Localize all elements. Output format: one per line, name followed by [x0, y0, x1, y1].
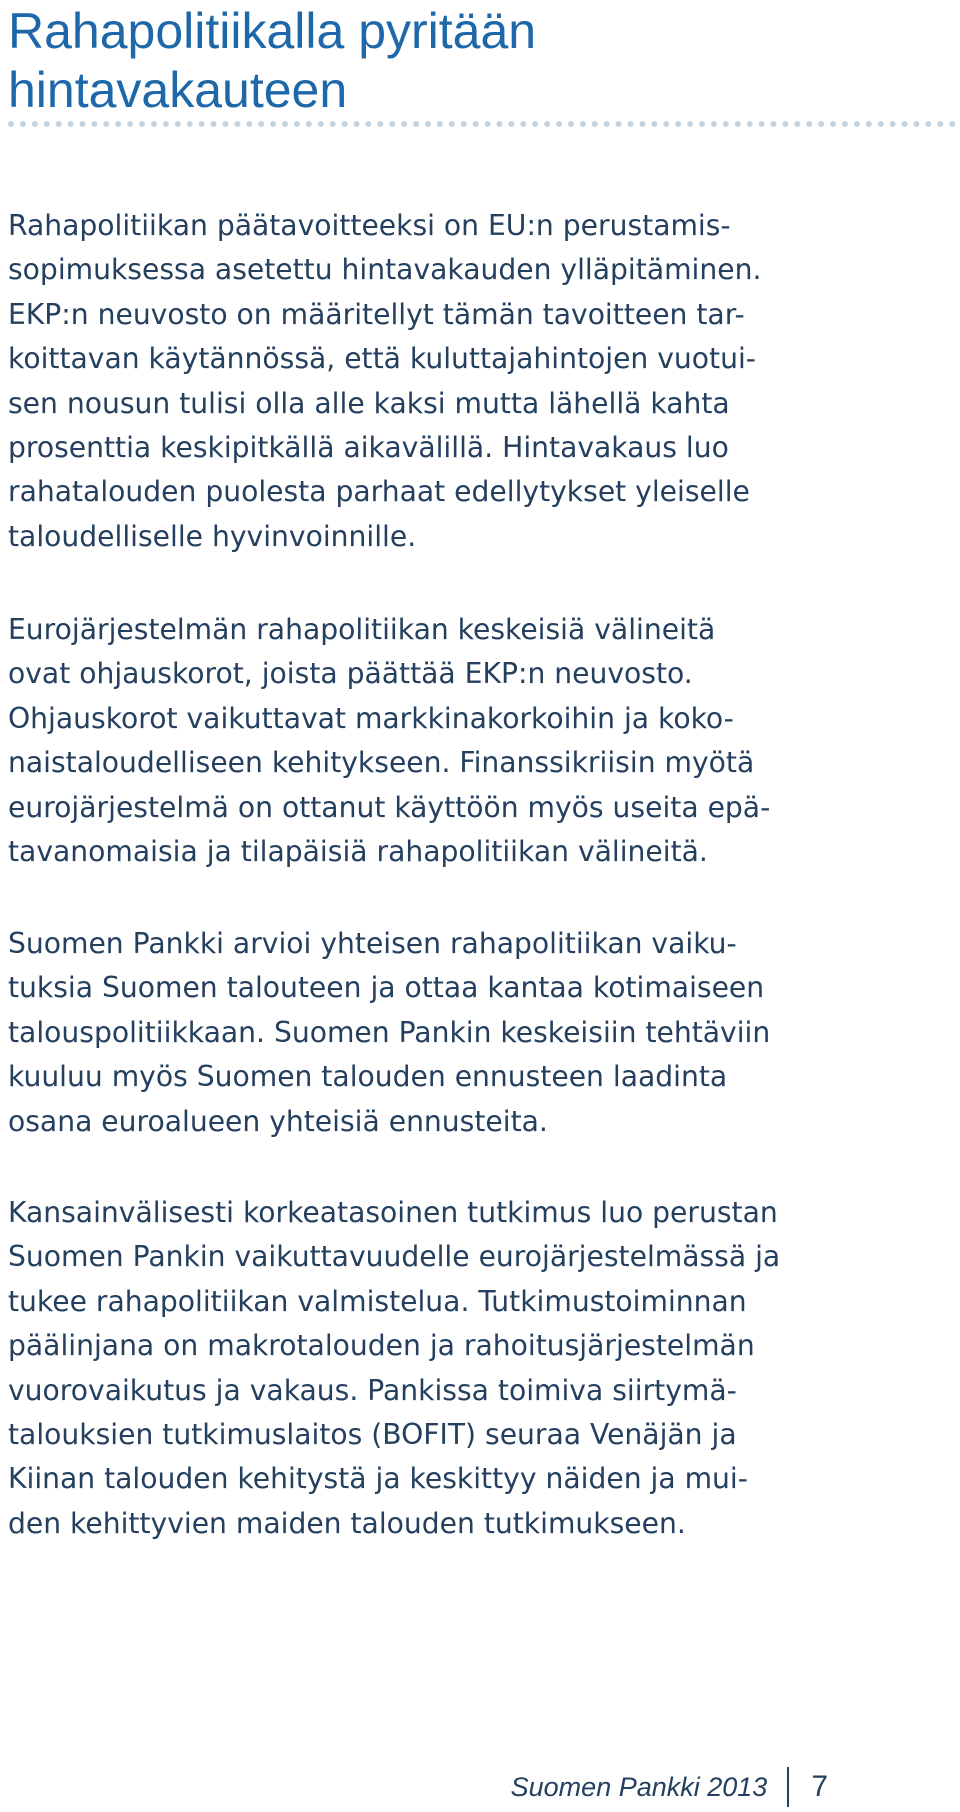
page-title-line-1: Rahapolitiikalla pyritään	[8, 3, 537, 59]
text-line: päälinjana on makrotalouden ja rahoitusjärjestelmän	[8, 1329, 755, 1363]
page-title	[8, 2, 938, 120]
text-line: sen nousun tulisi olla alle kaksi mutta lähellä kahta	[8, 386, 730, 420]
text-line: naistaloudelliseen kehitykseen. Finanssikriisin myötä	[8, 746, 755, 780]
text-line: talouspolitiikkaan. Suomen Pankin keskeisiin tehtäviin	[8, 1015, 771, 1049]
paragraph-monetary-policy-goal	[8, 204, 948, 559]
paragraph	[8, 204, 948, 559]
text-line: Rahapolitiikan päätavoitteeksi on EU:n perustamis-	[8, 209, 731, 242]
footer-publication: Suomen Pankki 2013	[510, 1771, 768, 1802]
text-line: tuksia Suomen talouteen ja ottaa kantaa kotimaiseen	[8, 971, 765, 1005]
text-line: prosenttia keskipitkällä aikavälillä. Hintavakaus luo	[8, 431, 729, 465]
footer-divider	[787, 1767, 789, 1807]
paragraph	[8, 1191, 948, 1546]
title-divider	[8, 121, 956, 127]
text-line: vuorovaikutus ja vakaus. Pankissa toimiva siirtymä-	[8, 1373, 737, 1407]
text-line: kuuluu myös Suomen talouden ennusteen laadinta	[8, 1060, 728, 1094]
text-line: Kiinan talouden kehitystä ja keskittyy näiden ja mui-	[8, 1462, 748, 1496]
page-title-line-2: hintavakauteen	[8, 62, 348, 118]
text-line: koittavan käytännössä, että kuluttajahintojen vuotui-	[8, 342, 756, 376]
text-line: Ohjauskorot vaikuttavat markkinakorkoihin ja koko-	[8, 701, 734, 735]
text-line: tavanomaisia ja tilapäisiä rahapolitiikan välineitä.	[8, 835, 708, 869]
text-line: sopimuksessa asetettu hintavakauden ylläpitäminen.	[8, 253, 762, 287]
text-line: EKP:n neuvosto on määritellyt tämän tavoitteen tar-	[8, 297, 745, 331]
text-line: Kansainvälisesti korkeatasoinen tutkimus luo perustan	[8, 1196, 778, 1229]
text-line: Suomen Pankin vaikuttavuudelle eurojärjestelmässä ja	[8, 1240, 781, 1274]
text-line: tukee rahapolitiikan valmistelua. Tutkimustoiminnan	[8, 1284, 747, 1318]
paragraph	[8, 922, 948, 1144]
paragraph	[8, 608, 948, 874]
text-line: osana euroalueen yhteisiä ennusteita.	[8, 1104, 548, 1138]
paragraph-policy-instruments	[8, 608, 948, 874]
text-line: eurojärjestelmä on ottanut käyttöön myös useita epä-	[8, 790, 771, 824]
paragraph-bank-of-finland-role	[8, 922, 948, 1144]
text-line: den kehittyvien maiden talouden tutkimukseen.	[8, 1506, 686, 1540]
text-line: ovat ohjauskorot, joista päättää EKP:n neuvosto.	[8, 657, 693, 691]
text-line: Eurojärjestelmän rahapolitiikan keskeisiä välineitä	[8, 613, 716, 646]
paragraph-research	[8, 1191, 948, 1546]
text-line: Suomen Pankki arvioi yhteisen rahapolitiikan vaiku-	[8, 927, 737, 960]
text-line: taloudelliselle hyvinvoinnille.	[8, 519, 417, 553]
text-line: talouksien tutkimuslaitos (BOFIT) seuraa Venäjän ja	[8, 1418, 737, 1452]
text-line: rahatalouden puolesta parhaat edellytykset yleiselle	[8, 475, 750, 509]
page-footer	[511, 1765, 828, 1809]
page-number: 7	[811, 1770, 828, 1803]
